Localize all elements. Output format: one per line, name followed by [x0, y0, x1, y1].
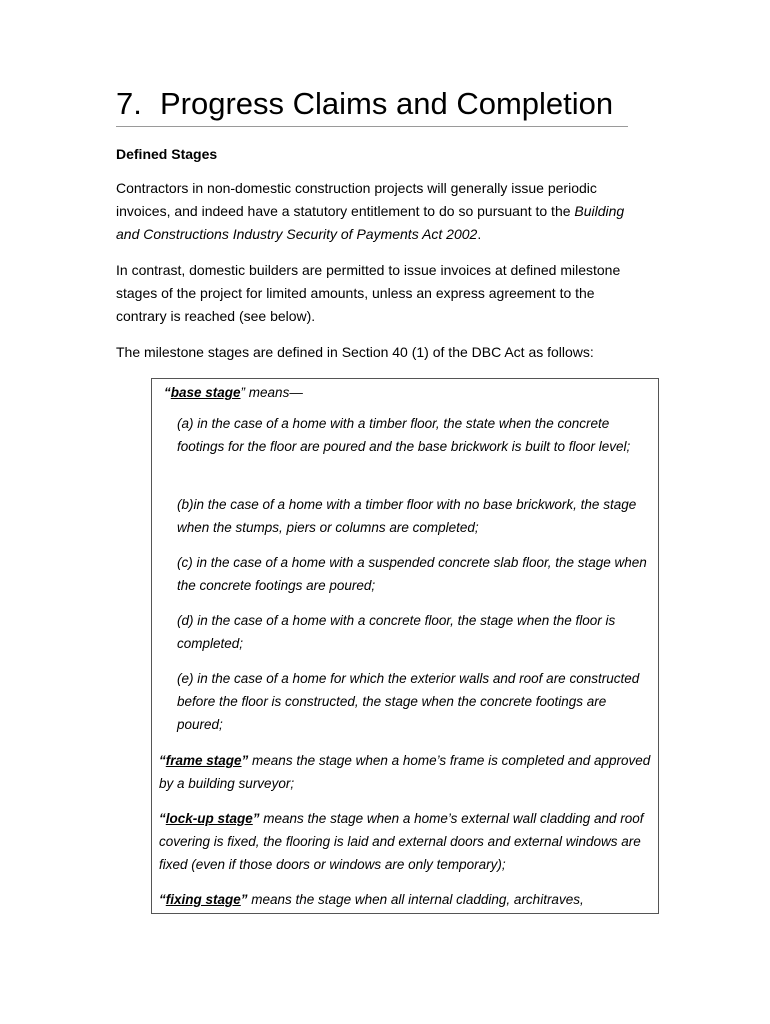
term-base-stage: base stage	[170, 385, 241, 400]
section-number: 7.	[116, 86, 142, 121]
base-stage-item-b: (b)in the case of a home with a timber floor with no base brickwork, the stage when the stumps, piers or columns are completed;	[177, 497, 637, 535]
subheading-defined-stages: Defined Stages	[116, 146, 218, 162]
term-lockup-stage: lock-up stage	[165, 811, 253, 826]
base-stage-item-d: (d) in the case of a home with a concrete floor, the stage when the floor is completed;	[177, 613, 616, 651]
base-stage-item-c: (c) in the case of a home with a suspended concrete slab floor, the stage when the concrete footings are poured;	[177, 555, 647, 593]
statute-quote-box	[151, 378, 659, 914]
definition-base-stage: “base stage” means—	[164, 385, 303, 400]
section-heading	[116, 84, 628, 124]
term-fixing-stage: fixing stage	[165, 892, 241, 907]
paragraph-milestone-intro: The milestone stages are defined in Section 40 (1) of the DBC Act as follows:	[116, 344, 594, 360]
definition-fixing-stage: “fixing stage” means the stage when all internal cladding, architraves,	[159, 892, 584, 907]
heading-rule	[116, 126, 628, 127]
section-title: Progress Claims and Completion	[160, 86, 614, 121]
act-title: Building and Constructions Industry Security of Payments Act 2002	[116, 203, 625, 242]
paragraph-periodic-invoices	[116, 177, 636, 246]
paragraph-text: Contractors in non-domestic construction projects will generally issue periodic invoices, and indeed have a statutory entitlement to do so pursuant to the	[116, 180, 597, 219]
paragraph-end: .	[477, 226, 482, 242]
term-frame-stage: frame stage	[165, 753, 242, 768]
paragraph-domestic-builders: In contrast, domestic builders are permitted to issue invoices at defined milestone stages of the project for limited amounts, unless an express agreement to the contrary is reached (see below).	[116, 262, 621, 324]
base-stage-item-a: (a) in the case of a home with a timber floor, the state when the concrete footings for the floor are poured and the base brickwork is built to floor level;	[177, 416, 631, 454]
base-stage-item-e: (e) in the case of a home for which the exterior walls and roof are constructed before the floor is constructed, the stage when the concrete footings are poured;	[177, 671, 640, 732]
definition-frame-stage: “frame stage” means the stage when a home’s frame is completed and approved by a building surveyor;	[159, 753, 651, 791]
definition-lockup-stage: “lock-up stage” means the stage when a home’s external wall cladding and roof covering is fixed, the flooring is laid and external doors and external windows are fixed (even if those doors or windows are only temporary);	[159, 811, 644, 872]
